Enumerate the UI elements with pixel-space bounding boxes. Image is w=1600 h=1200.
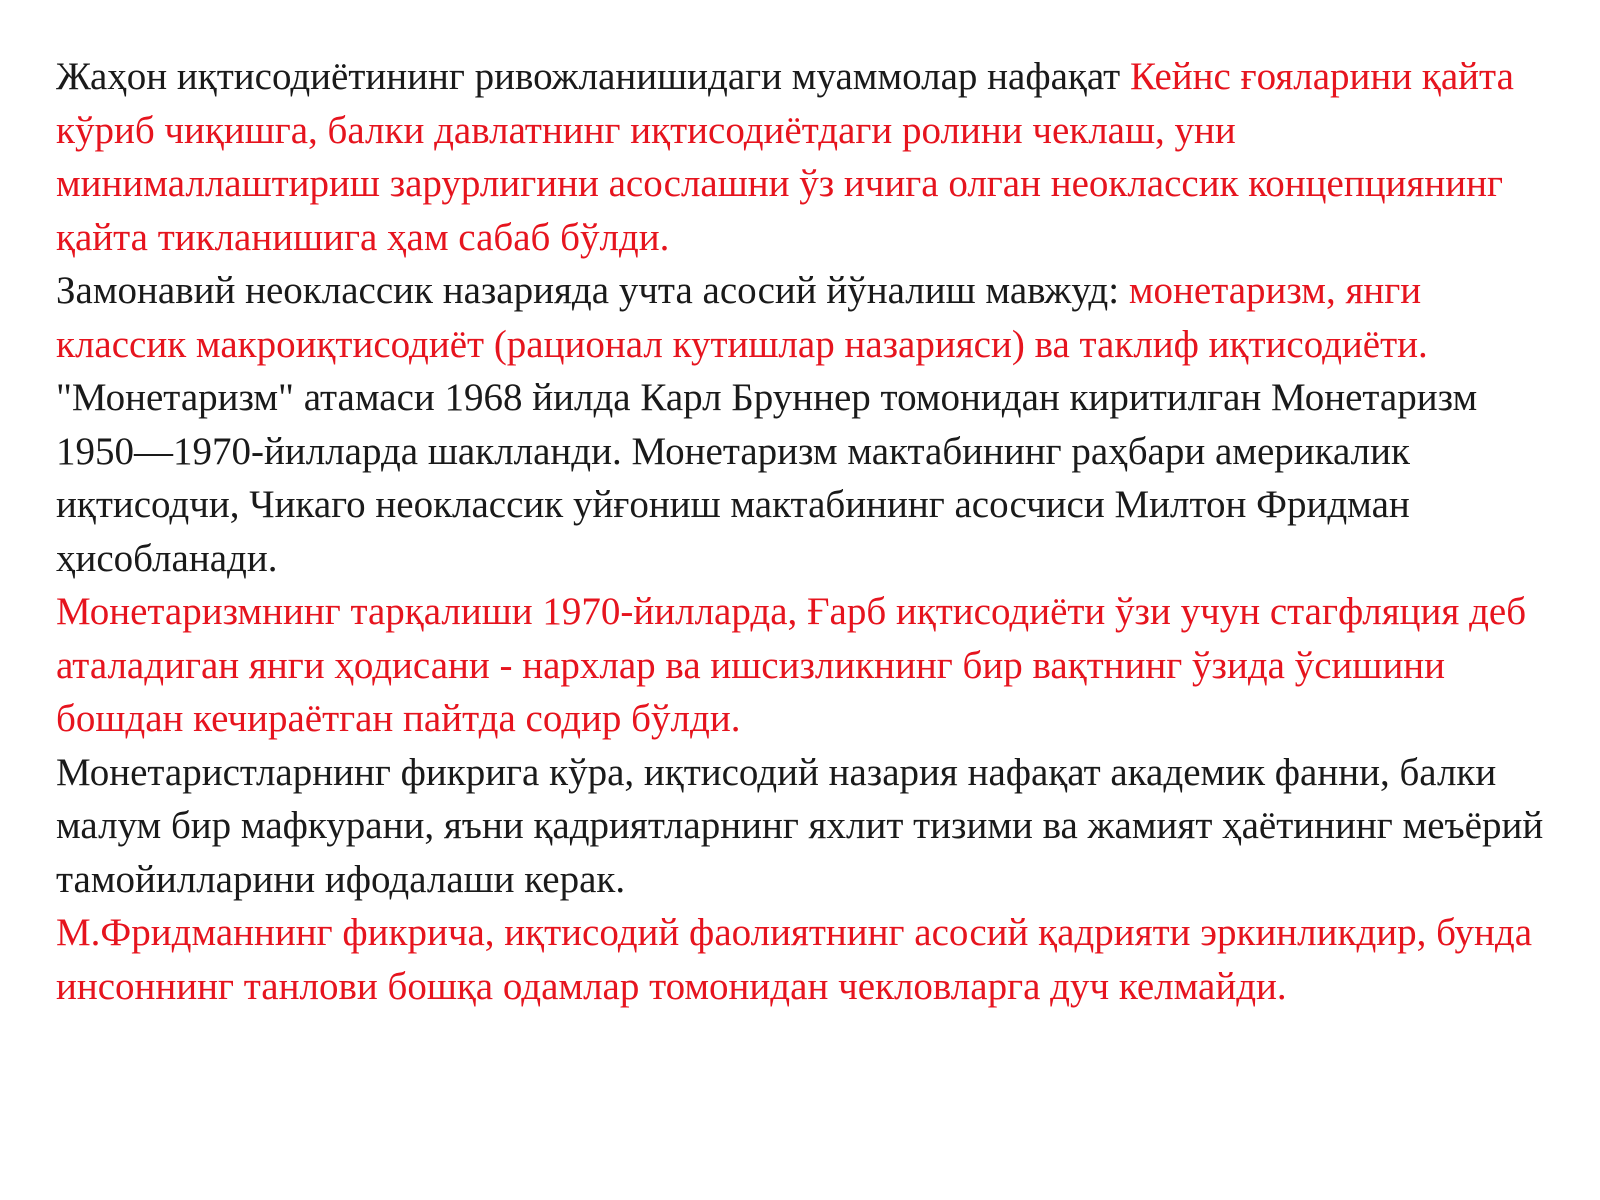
paragraph-2-highlight: монетаризм, янги классик макроиқтисодиёт (рационал кутишлар назарияси) ва таклиф иқтисодиёти. [56,269,1428,366]
paragraph-4-highlight: Монетаризмнинг тарқалиши 1970-йилларда, Ғарб иқтисодиёти ўзи учун стагфляция деб аталадиган янги ҳодисани - нархлар ва ишсизликнинг бир вақтнинг ўзида ўсишини бошдан кечираётган пайтда содир бўлди. [56,590,1527,740]
paragraph-6 [56,906,1556,1013]
paragraph-6-highlight: М.Фридманнинг фикрича, иқтисодий фаолиятнинг асосий қадрияти эркинликдир, бунда инсоннинг танлови бошқа одамлар томонидан чекловларга дуч келмайди. [56,911,1533,1008]
paragraph-5 [56,746,1556,907]
paragraph-2-text: Замонавий неоклассик назарияда учта асосий йўналиш мавжуд: [56,269,1129,312]
paragraph-1-text: Жаҳон иқтисодиётининг ривожланишидаги муаммолар нафақат [56,55,1130,98]
paragraph-1-highlight: Кейнс ғояларини қайта кўриб чиқишга, балки давлатнинг иқтисодиётдаги ролини чеклаш, уни минималлаштириш зарурлигини асослашни ўз ичига олган неоклассик концепциянинг қайта тикланишига ҳам сабаб бўлди. [56,55,1514,259]
paragraph-4 [56,585,1556,746]
paragraph-3 [56,371,1556,585]
text-body [56,50,1556,1013]
paragraph-2 [56,264,1556,371]
paragraph-5-text: Монетаристларнинг фикрига кўра, иқтисодий назария нафақат академик фанни, балки малум бир мафкурани, яъни қадриятларнинг яхлит тизими ва жамият ҳаётининг меъёрий тамойилларини ифодалаши керак. [56,750,1544,901]
paragraph-1 [56,50,1556,264]
paragraph-3-text: "Монетаризм" атамаси 1968 йилда Карл Бруннер томонидан киритилган Монетаризм 1950—1970-йилларда шаклланди. Монетаризм мактабининг раҳбари америкалик иқтисодчи, Чикаго неоклассик уйғониш мактабининг асосчиси Милтон Фридман ҳисобланади. [56,376,1478,580]
